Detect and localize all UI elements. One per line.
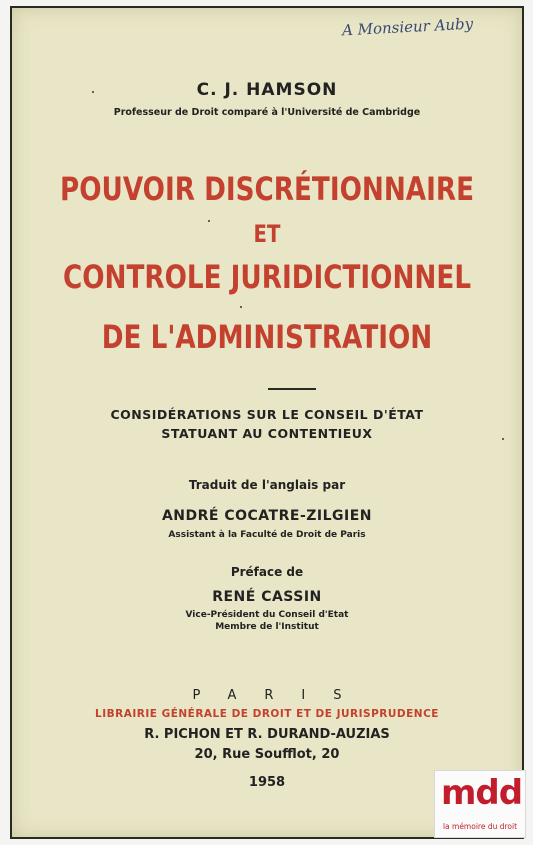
publisher-owners: R. PICHON ET R. DURAND-AUZIAS bbox=[144, 727, 390, 742]
preface-author-affiliation-2: Membre de l'Institut bbox=[215, 622, 319, 632]
title-line-3: CONTROLE JURIDICTIONNEL bbox=[62, 258, 472, 296]
title-line-2: ET bbox=[253, 220, 281, 248]
publisher-name: LIBRAIRIE GÉNÉRALE DE DROIT ET DE JURISPRUDENCE bbox=[95, 708, 439, 720]
paper-speck bbox=[92, 91, 94, 93]
translator-affiliation: Assistant à la Faculté de Droit de Paris bbox=[168, 530, 366, 540]
translator-name: ANDRÉ COCATRE-ZILGIEN bbox=[161, 508, 373, 524]
paper-speck bbox=[502, 438, 504, 440]
publisher-address: 20, Rue Soufflot, 20 bbox=[194, 747, 340, 762]
publication-year: 1958 bbox=[248, 775, 286, 790]
paper-speck bbox=[208, 220, 210, 222]
author-affiliation: Professeur de Droit comparé à l'Université de Cambridge bbox=[113, 107, 421, 118]
publisher-city: PARIS bbox=[192, 688, 370, 703]
translation-label: Traduit de l'anglais par bbox=[188, 478, 346, 492]
mdd-watermark-logo bbox=[434, 770, 526, 838]
subtitle-line-1: CONSIDÉRATIONS SUR LE CONSEIL D'ÉTAT bbox=[110, 407, 424, 422]
handwritten-dedication: A Monsieur Auby bbox=[341, 14, 474, 40]
mdd-logo-text: la mémoire du droit bbox=[442, 822, 518, 831]
subtitle-line-2: STATUANT AU CONTENTIEUX bbox=[161, 426, 373, 441]
paper-speck bbox=[240, 306, 242, 308]
title-line-1: POUVOIR DISCRÉTIONNAIRE bbox=[59, 170, 475, 208]
mdd-logo-mark: mdd bbox=[441, 773, 523, 813]
title-line-4: DE L'ADMINISTRATION bbox=[101, 318, 433, 356]
preface-author-name: RENÉ CASSIN bbox=[212, 589, 322, 605]
preface-label: Préface de bbox=[230, 565, 304, 579]
author-name: C. J. HAMSON bbox=[196, 80, 338, 100]
preface-author-affiliation-1: Vice-Président du Conseil d'Etat bbox=[185, 610, 349, 620]
book-cover bbox=[10, 6, 524, 839]
divider-rule bbox=[268, 388, 316, 390]
